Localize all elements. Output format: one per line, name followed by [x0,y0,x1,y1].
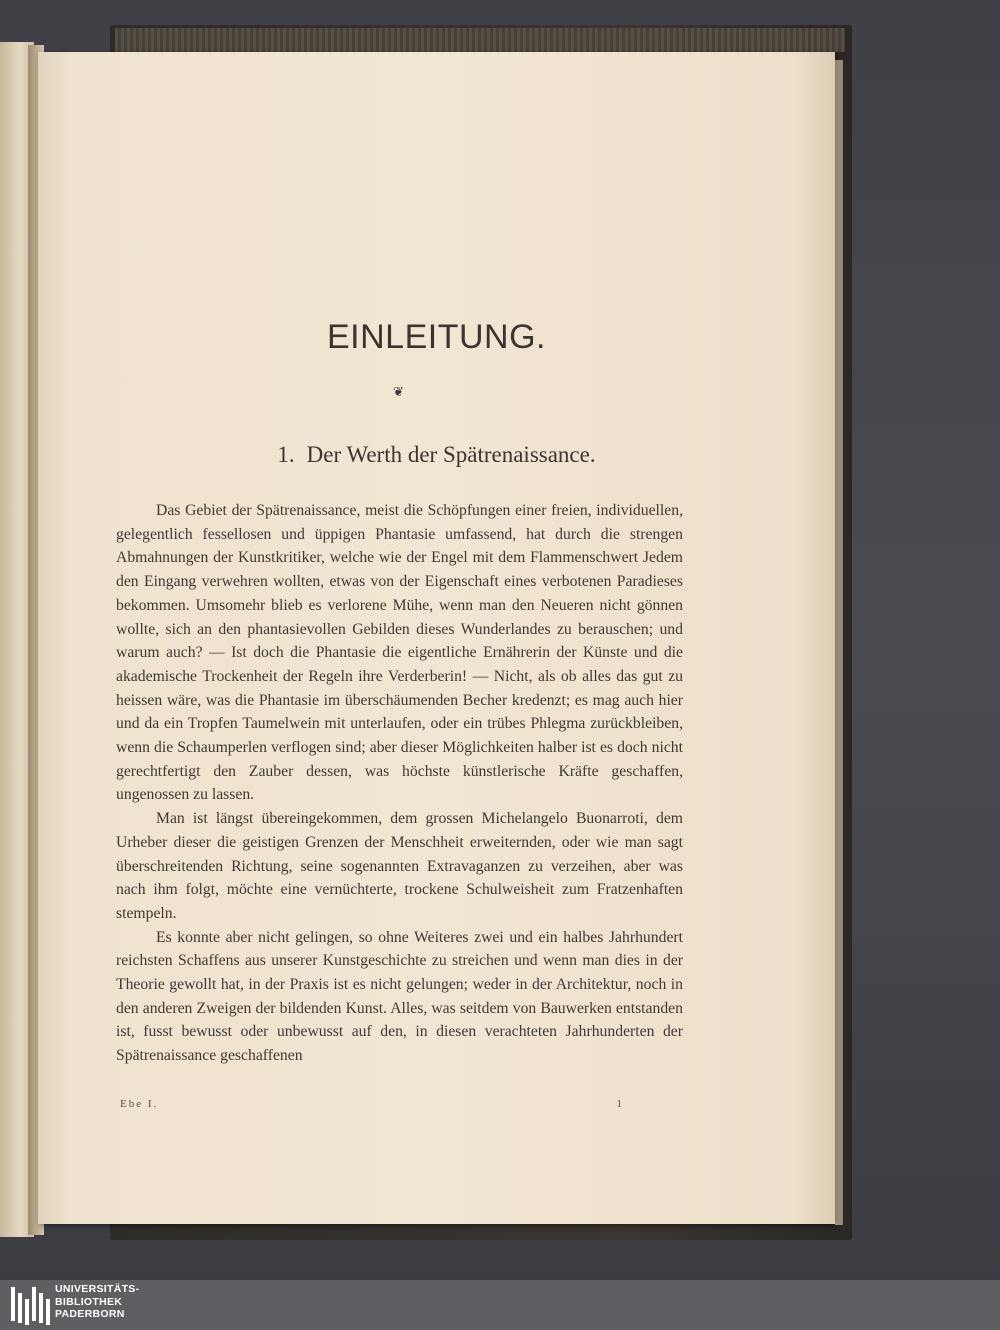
page-number: 1 [616,1098,624,1110]
page-title: EINLEITUNG. [327,318,546,356]
section-heading [38,442,835,468]
page-edge [835,60,843,1225]
library-name-line: UNIVERSITÄTS- [55,1283,140,1295]
section-number: 1. [277,442,295,467]
section-title: Der Werth der Spätrenaissance. [306,442,596,467]
paragraph: Man ist längst übereingekommen, dem grossen Michelangelo Buonarroti, dem Urheber dieser die geistigen Grenzen der Menschheit erweiternden, oder wie man sagt überschreitenden Richtung, seine sogenannten Extravaganzen zu verzeihen, aber was nach ihm folgt, möchte eine vernüchterte, trockene Schulweisheit zum Fratzenhaften stempeln. [116,810,683,922]
paragraph: Es konnte aber nicht gelingen, so ohne Weiteres zwei und ein halbes Jahrhundert reichsten Schaffens aus unserer Kunstgeschichte zu streichen und wenn man dies in der Theorie gewollt hat, in der Praxis ist es nicht gelungen; weder in der Architektur, noch in den anderen Zweigen der bildenden Kunst. Alles, was seitdem von Bauwerken entstanden ist, fusst bewusst oder unbewusst auf den, in diesen verachteten Jahrhunderten der Spätrenaissance geschaffenen [116,928,683,1065]
library-footer-bar [0,1280,1000,1330]
body-text [116,499,683,1068]
page-footer [120,1098,624,1116]
library-name [55,1283,139,1321]
library-name-line: PADERBORN [55,1308,125,1320]
library-logo-icon [11,1283,53,1327]
ornament-icon: ❦ [393,384,404,399]
signature-mark: Ebe I. [120,1098,159,1110]
cover-top-edge [115,28,845,52]
book-page [38,52,835,1224]
paragraph: Das Gebiet der Spätrenaissance, meist die Schöpfungen einer freien, individuellen, gelegentlich fessellosen und üppigen Phantasie umfassend, hat durch die strengen Abmahnungen der Kunstkritiker, welche wie der Engel mit dem Flammenschwert Jedem den Eingang verwehren wollten, etwas von der Eigenschaft eines verbotenen Paradieses bekommen. Umsomehr blieb es verlorene Mühe, wenn man den Neueren nicht gönnen wollte, sich an den phantasievollen Gebilden dieses Wunderlandes zu berauschen; und warum auch? — Ist doch die Phantasie die eigentliche Ernährerin der Künste und die akademische Trockenheit der Regeln ihre Verderberin! — Nicht, als ob alles das gut zu heissen wäre, was die Phantasie im überschäumenden Becher kredenzt; es mag auch hier und da ein Tropfen Taumelwein mit unterlaufen, oder ein trübes Phlegma zurückbleiben, wenn die Schaumperlen verflogen sind; aber dieser Möglichkeiten halber ist es doch nicht gerechtfertigt den Zauber dessen, was höchste künstlerische Kräfte geschaffen, ungenossen zu lassen. [116,502,683,804]
library-name-line: BIBLIOTHEK [55,1295,123,1308]
